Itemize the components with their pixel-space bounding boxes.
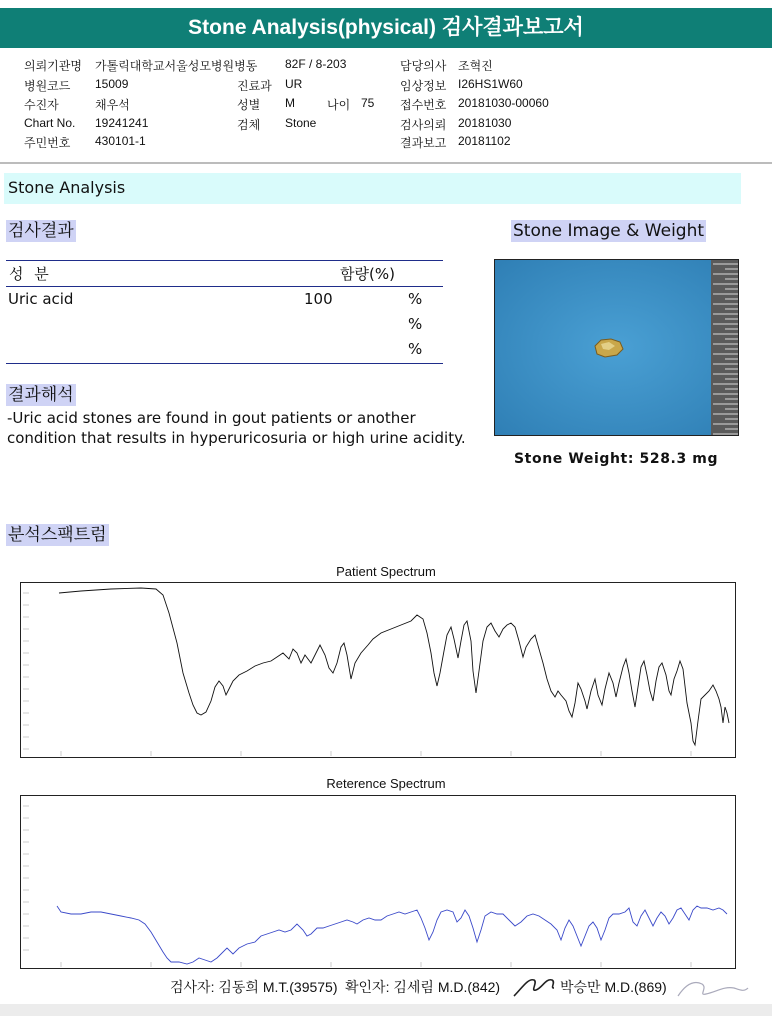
receipt-no-value: 20181030-00060 xyxy=(458,96,549,110)
patient-value: 채우석 xyxy=(95,98,130,112)
report-date-value: 20181102 xyxy=(458,134,511,148)
confirmer-signature-icon xyxy=(510,970,558,1006)
hospital-code-label: 병원코드 xyxy=(24,79,71,93)
inspector-text: 검사자: 김동희 M.T.(39575) xyxy=(170,979,338,995)
doctor-label: 담당의사 xyxy=(400,59,447,73)
receipt-no-label: 접수번호 xyxy=(400,98,447,112)
request-date-label: 검사의뢰 xyxy=(400,118,447,132)
stone-analysis-band xyxy=(4,173,741,204)
image-section-title: Stone Image & Weight xyxy=(513,221,705,241)
column-component: 성 분 xyxy=(9,265,52,283)
interpretation-text: -Uric acid stones are found in gout patients or another condition that results in hyperuricosuria or high urine acidity. xyxy=(7,409,466,447)
doctor-value: 조혁진 xyxy=(458,59,493,73)
sex-label: 성별 xyxy=(237,98,261,112)
patient-spectrum-svg xyxy=(21,583,735,757)
approver-signature-icon xyxy=(672,974,752,1008)
age-label: 나이 xyxy=(327,98,351,112)
hospital-label: 의뢰기관명 xyxy=(24,59,82,73)
chart-no-label: Chart No. xyxy=(24,116,76,130)
result-section-title: 검사결과 xyxy=(8,221,74,241)
age-value: 75 xyxy=(361,96,375,110)
resident-no-label: 주민번호 xyxy=(24,136,71,150)
interpretation-title: 결과해석 xyxy=(8,385,74,405)
reference-spectrum-chart xyxy=(20,795,736,969)
sex-value: M xyxy=(285,96,295,110)
dept-value: UR xyxy=(285,77,303,91)
stone-analysis-title: Stone Analysis xyxy=(8,178,126,197)
row-unit: % xyxy=(408,315,423,333)
patient-spectrum-title: Patient Spectrum xyxy=(336,564,436,579)
specimen-value: Stone xyxy=(285,116,317,130)
report-date-label: 결과보고 xyxy=(400,136,447,150)
request-date-value: 20181030 xyxy=(458,116,512,130)
dept-label: 진료과 xyxy=(237,79,272,93)
hospital-value: 가톨릭대학교서울성모병원병동 xyxy=(95,59,258,73)
row-component: Uric acid xyxy=(8,290,74,308)
report-title: Stone Analysis(physical) 검사결과보고서 xyxy=(0,8,772,48)
header-divider xyxy=(0,162,772,164)
reference-spectrum-line xyxy=(57,906,727,964)
column-content: 함량(%) xyxy=(340,265,395,283)
row-unit: % xyxy=(408,290,423,308)
stone-image-svg xyxy=(495,260,738,435)
reference-spectrum-svg xyxy=(21,796,735,968)
row-unit: % xyxy=(408,340,423,358)
clinical-info-value: I26HS1W60 xyxy=(458,77,523,91)
hospital-code-value: 15009 xyxy=(95,77,129,91)
chart-no-value: 19241241 xyxy=(95,116,149,130)
approver-text: 박승만 M.D.(869) xyxy=(560,979,667,995)
confirmer-text: 확인자: 김세림 M.D.(842) xyxy=(345,979,501,995)
row-value: 100 xyxy=(304,290,333,308)
patient-spectrum-line xyxy=(59,588,729,745)
table-top-rule xyxy=(6,260,443,261)
patient-label: 수진자 xyxy=(24,98,59,112)
table-header-rule xyxy=(6,286,443,287)
specimen-label: 검체 xyxy=(237,118,261,132)
table-bottom-rule xyxy=(6,363,443,364)
stone-photo xyxy=(494,259,739,436)
stone-weight: Stone Weight: 528.3 mg xyxy=(514,451,719,467)
spectrum-section-title: 분석스팩트럼 xyxy=(8,525,107,545)
clinical-info-label: 임상정보 xyxy=(400,79,447,93)
patient-spectrum-chart xyxy=(20,582,736,758)
reference-spectrum-title: Reterence Spectrum xyxy=(326,776,446,791)
ward-value: 82F / 8-203 xyxy=(285,57,347,71)
footer-band xyxy=(0,1004,772,1016)
resident-no-value: 430101-1 xyxy=(95,134,146,148)
